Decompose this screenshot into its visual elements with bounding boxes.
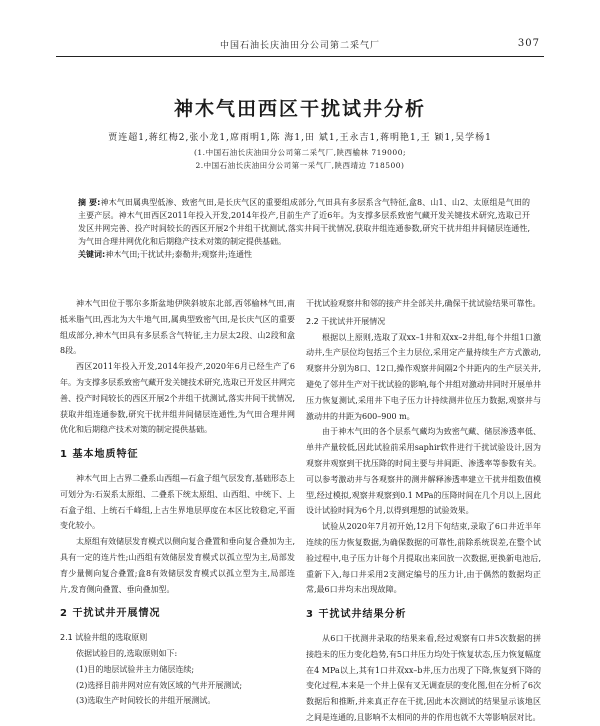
intro-paragraph-1: 神木气田位于鄂尔多斯盆地伊陕斜坡东北部,西邻榆林气田,南抵米脂气田,西北为大牛地气田,属典型致密气田,是长庆气区的重要组成部分,神木气田具有多层系含气特征,主力层太2段、山2段和盒8段。: [60, 299, 295, 356]
abstract-text: 神木气田属典型低渗、致密气田,是长庆气区的重要组成部分,气田具有多层系含气特征,盒8、山1、山2、太原组是气田的主要产层。神木气田西区2011年投入开发,2014年投产,目前生产了近6年。为支撑多层系致密气藏开发关键技术研究,选取已开发区井网完善、投产时间较长的西区开展2个井组干扰测试,落实井间干扰情况,获取井组连通参数,研究干扰井组井间储层连通性,为气田合理井网优化和后期稳产技术对策的制定提供基础。: [78, 198, 531, 246]
affiliation-2: 2.中国石油长庆油田分公司第一采气厂,陕西靖边 718500): [195, 161, 405, 170]
subsection-2-1-heading: 2.1 试验井组的选取原则: [60, 633, 148, 643]
selection-item-3: (3)选取生产时间较长的井组开展测试。: [76, 696, 216, 706]
implementation-paragraph-3: 试验从2020年7月初开始,12月下旬结束,录取了6口井近半年连续的压力恢复数据,为确保数据的可靠性,前除系统误差,在整个试验过程中,电子压力计每个月提取出来回放一次数据,更换新电池后,重新下入,每口井采用2支测定编号的压力计,由于偶然的数据均正常,最6口井均未出现故障。: [306, 522, 541, 595]
right-column: [306, 296, 541, 726]
abstract-block: [78, 196, 530, 261]
implementation-paragraph-1: 根据以上原则,选取了双xx–1井和双xx–2井组,每个井组1口激动井,生产层位均包括三个主力层位,采用定产量持续生产方式激动,观察井分别为8口、12口,操作观察井间隔2个井距内的生产层关井,避免了邻井生产对干扰试验的影响,每个井组对激动井同时开展单井压力恢复测试,采用井下电子压力计持续测井位压力数据,观察井与激动井的井距为600–900 m。: [306, 332, 541, 421]
selection-item-2: (2)选择目前井网对应有效区域的气井开展测试;: [76, 680, 243, 690]
continued-paragraph: 干扰试验观察井和邻的接产井全部关井,确保干扰试验结果可靠性。: [306, 299, 541, 308]
selection-item-1: (1)目的地层试验井主力储层连续;: [76, 664, 195, 674]
header-rule: [56, 56, 544, 57]
running-header: [60, 38, 540, 54]
implementation-paragraph-2: 由于神木气田的各个层系气藏均为致密气藏、储层渗透率低、单井产量较低,因此试验前采用saphir软件进行干扰试验设计,因为观察井观察到干扰压降的时间主要与井间距、渗透率等参数有关。可以参考激动井与各观察井的测井解释渗透率建立干扰井组数值模型,经过模拟,观察井观察到0.1 MPa的压降时间在几个月以上,因此设计试验时间为6个月,以得到理想的试验效果。: [306, 427, 541, 516]
geology-paragraph-2: 太原组有效储层发育模式以侧向复合叠置和垂向复合叠加为主,具有一定的连片性;山西组有效储层发育模式以孤立型为主,局部发育少量侧向复合叠置;盒8有效储层发育模式以孤立型为主,局部连片,发育侧向叠置、垂向叠加型。: [60, 537, 295, 594]
section-2-heading: 2 干扰试井开展情况: [60, 608, 161, 620]
geology-paragraph-1: 神木气田上古界二叠系山西组—石盒子组气层发育,基础形态上可划分为:石炭系太原组、二叠系下统太原组、山西组、中统下、上石盒子组、上统石千峰组,上古生界地层厚度在本区比较稳定,平面变化较小。: [60, 473, 295, 531]
affiliation-1: (1.中国石油长庆油田分公司第二采气厂,陕西榆林 719000;: [193, 148, 406, 157]
keywords-text: 神木气田;干扰试井;泰勒井;观察井;连通性: [105, 250, 252, 259]
keywords-label: 关键词:: [78, 250, 106, 259]
abstract-label: 摘 要:: [78, 198, 101, 207]
article-title: 神木气田西区干扰试井分析: [173, 98, 426, 120]
author-list: 贾连超1,蒋红梅2,张小龙1,席雨明1,陈 海1,田 斌1,王永吉1,蒋明艳1,王 颖1,吴学杨1: [108, 133, 492, 143]
results-paragraph-1: 从6口干扰测井录取的结果来看,经过观察有口井5次数据的拼接趋未的压力变化趋势,有5口井压力均处于恢复状态,压力恢复幅度在4 MPa以上,其有1口井双xx–b井,压力出现了下降,恢复到下降的变化过程,本来是一个井上保有叉无调查层的变化图,但在分析了6次数据后和推断,并来真正存在干扰,因此本次测试的结果显示该地区之间是连通的,且影响不太相同的井的作用也就不大等影响层对比。: [306, 633, 541, 722]
running-title: 中国石油长庆油田分公司第二采气厂: [219, 41, 380, 51]
subsection-2-2-heading: 2.2 干扰试井开展情况: [306, 316, 386, 326]
intro-paragraph-2: 西区2011年投入开发,2014年投产,2020年6月已经生产了6年。为支撑多层系致密气藏开发关键技术研究,选取已开发区井网完善、投产时间较长的西区开展2个井组干扰测试,落实井间干扰情况,获取井组连通参数,研究干扰井组井间储层连通性,为气田合理井网优化和后期稳产技术对策的制定提供基础。: [60, 362, 295, 435]
section-3-heading: 3 干扰试井结果分析: [306, 609, 407, 621]
selection-intro: 依据试验目的,选取原则如下:: [76, 648, 178, 658]
section-1-heading: 1 基本地质特征: [60, 449, 139, 461]
abstract-paragraph: [78, 196, 530, 248]
keywords-line: [78, 248, 530, 261]
page-number: 307: [517, 38, 540, 49]
left-column: [60, 296, 295, 709]
